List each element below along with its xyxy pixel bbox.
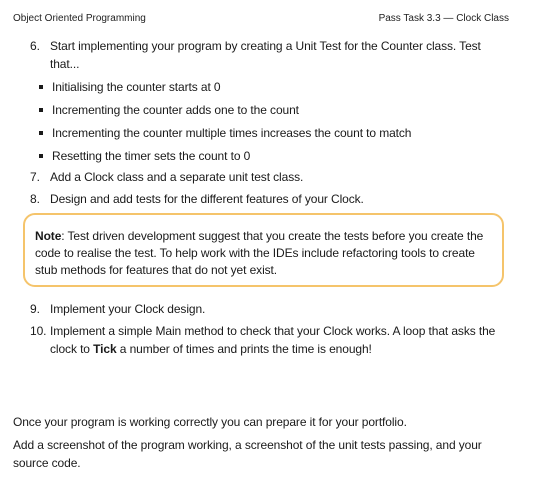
list-item-line-start: clock to (50, 342, 94, 356)
bullet-marker (39, 131, 43, 135)
note-text (35, 228, 492, 279)
paragraph-line: Add a screenshot of the program working, a screenshot of the unit tests passing, and your (13, 438, 482, 452)
screenshot-paragraph (13, 436, 513, 472)
list-item-text (50, 322, 500, 358)
note-callout (23, 213, 504, 287)
list-number: 7. (30, 170, 40, 184)
list-item-line-end: a number of times and prints the time is enough! (116, 342, 372, 356)
bullet-text: Resetting the timer sets the count to 0 (52, 149, 251, 163)
list-item-text: Implement your Clock design. (50, 302, 206, 316)
list-number: 8. (30, 192, 40, 206)
bullet-text: Incrementing the counter adds one to the count (52, 103, 299, 117)
bullet-marker (39, 154, 43, 158)
list-item-text: Design and add tests for the different features of your Clock. (50, 192, 364, 206)
page-header (13, 13, 509, 27)
bullet-text: Incrementing the counter multiple times increases the count to match (52, 126, 412, 140)
list-item-text: Add a Clock class and a separate unit test class. (50, 170, 304, 184)
note-line: code to realise the test. To help work with the IDEs include refactoring tools to create (35, 246, 475, 260)
bullet-marker (39, 85, 43, 89)
header-course-title: Object Oriented Programming (13, 13, 146, 24)
list-number: 6. (30, 39, 40, 53)
paragraph-line: source code. (13, 456, 81, 470)
note-line: : Test driven development suggest that you create the tests before you create the (61, 229, 484, 243)
note-line: stub methods for features that do not yet exist. (35, 263, 278, 277)
list-item-line: that... (50, 57, 80, 71)
tick-keyword: Tick (93, 342, 117, 356)
list-item-line: Implement a simple Main method to check that your Clock works. A loop that asks the (50, 324, 496, 338)
bullet-text: Initialising the counter starts at 0 (52, 80, 221, 94)
list-item-line: Start implementing your program by creating a Unit Test for the Counter class. Test (50, 39, 481, 53)
portfolio-paragraph: Once your program is working correctly you can prepare it for your portfolio. (13, 415, 407, 429)
bullet-marker (39, 108, 43, 112)
list-number: 10. (30, 324, 47, 338)
header-task-title: Pass Task 3.3 — Clock Class (378, 13, 509, 24)
note-label: Note (35, 229, 62, 243)
list-item-text (50, 37, 500, 73)
list-number: 9. (30, 302, 40, 316)
